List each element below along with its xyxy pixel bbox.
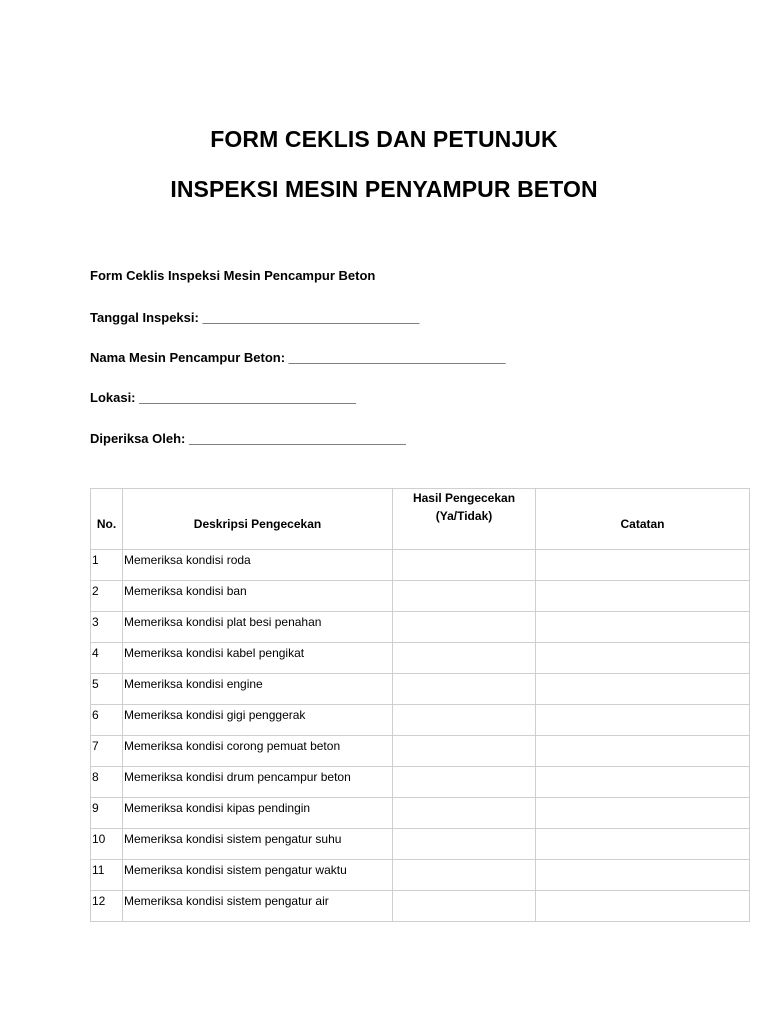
row-result-cell[interactable] <box>393 674 536 705</box>
table-row <box>91 798 750 829</box>
row-number: 12 <box>91 891 123 922</box>
table-row <box>91 612 750 643</box>
inspection-checklist-table <box>90 488 750 922</box>
table-row <box>91 581 750 612</box>
row-description: Memeriksa kondisi sistem pengatur waktu <box>123 860 393 891</box>
row-description: Memeriksa kondisi plat besi penahan <box>123 612 393 643</box>
row-number: 11 <box>91 860 123 891</box>
table-row <box>91 674 750 705</box>
row-result-cell[interactable] <box>393 829 536 860</box>
row-number: 10 <box>91 829 123 860</box>
row-notes-cell[interactable] <box>536 891 750 922</box>
row-result-cell[interactable] <box>393 581 536 612</box>
row-notes-cell[interactable] <box>536 736 750 767</box>
row-result-cell[interactable] <box>393 736 536 767</box>
row-description: Memeriksa kondisi ban <box>123 581 393 612</box>
row-result-cell[interactable] <box>393 705 536 736</box>
row-notes-cell[interactable] <box>536 581 750 612</box>
row-notes-cell[interactable] <box>536 550 750 581</box>
row-description: Memeriksa kondisi sistem pengatur air <box>123 891 393 922</box>
table-row <box>91 643 750 674</box>
row-notes-cell[interactable] <box>536 674 750 705</box>
row-description: Memeriksa kondisi drum pencampur beton <box>123 767 393 798</box>
document-subtitle: INSPEKSI MESIN PENYAMPUR BETON <box>170 176 598 202</box>
row-result-cell[interactable] <box>393 891 536 922</box>
row-notes-cell[interactable] <box>536 612 750 643</box>
row-result-cell[interactable] <box>393 860 536 891</box>
header-result-line2: (Ya/Tidak) <box>435 509 493 523</box>
row-number: 7 <box>91 736 123 767</box>
header-result-line1: Hasil Pengecekan <box>412 491 516 505</box>
row-notes-cell[interactable] <box>536 767 750 798</box>
table-row <box>91 736 750 767</box>
row-description: Memeriksa kondisi kabel pengikat <box>123 643 393 674</box>
row-notes-cell[interactable] <box>536 860 750 891</box>
row-notes-cell[interactable] <box>536 705 750 736</box>
row-description: Memeriksa kondisi engine <box>123 674 393 705</box>
row-result-cell[interactable] <box>393 612 536 643</box>
row-notes-cell[interactable] <box>536 643 750 674</box>
table-row <box>91 891 750 922</box>
row-number: 2 <box>91 581 123 612</box>
mixer-name-field: Nama Mesin Pencampur Beton: ______________________________ <box>90 350 506 365</box>
table-row <box>91 767 750 798</box>
row-number: 8 <box>91 767 123 798</box>
header-description: Deskripsi Pengecekan <box>123 489 393 550</box>
inspection-date-field: Tanggal Inspeksi: ______________________________ <box>90 310 420 325</box>
table-row <box>91 860 750 891</box>
row-description: Memeriksa kondisi sistem pengatur suhu <box>123 829 393 860</box>
table-header-row <box>91 489 750 550</box>
table-row <box>91 705 750 736</box>
row-number: 4 <box>91 643 123 674</box>
header-notes: Catatan <box>536 489 750 550</box>
row-number: 9 <box>91 798 123 829</box>
table-row <box>91 829 750 860</box>
table-row <box>91 550 750 581</box>
row-result-cell[interactable] <box>393 643 536 674</box>
header-no: No. <box>91 489 123 550</box>
row-result-cell[interactable] <box>393 798 536 829</box>
row-result-cell[interactable] <box>393 550 536 581</box>
row-description: Memeriksa kondisi kipas pendingin <box>123 798 393 829</box>
row-description: Memeriksa kondisi gigi penggerak <box>123 705 393 736</box>
row-description: Memeriksa kondisi corong pemuat beton <box>123 736 393 767</box>
row-result-cell[interactable] <box>393 767 536 798</box>
inspected-by-field: Diperiksa Oleh: ______________________________ <box>90 431 406 446</box>
row-notes-cell[interactable] <box>536 829 750 860</box>
row-description: Memeriksa kondisi roda <box>123 550 393 581</box>
document-title: FORM CEKLIS DAN PETUNJUK <box>210 126 558 152</box>
form-name-line: Form Ceklis Inspeksi Mesin Pencampur Beton <box>90 268 376 283</box>
row-number: 5 <box>91 674 123 705</box>
row-number: 1 <box>91 550 123 581</box>
header-result <box>393 489 536 550</box>
location-field: Lokasi: ______________________________ <box>90 390 357 405</box>
row-notes-cell[interactable] <box>536 798 750 829</box>
row-number: 6 <box>91 705 123 736</box>
row-number: 3 <box>91 612 123 643</box>
